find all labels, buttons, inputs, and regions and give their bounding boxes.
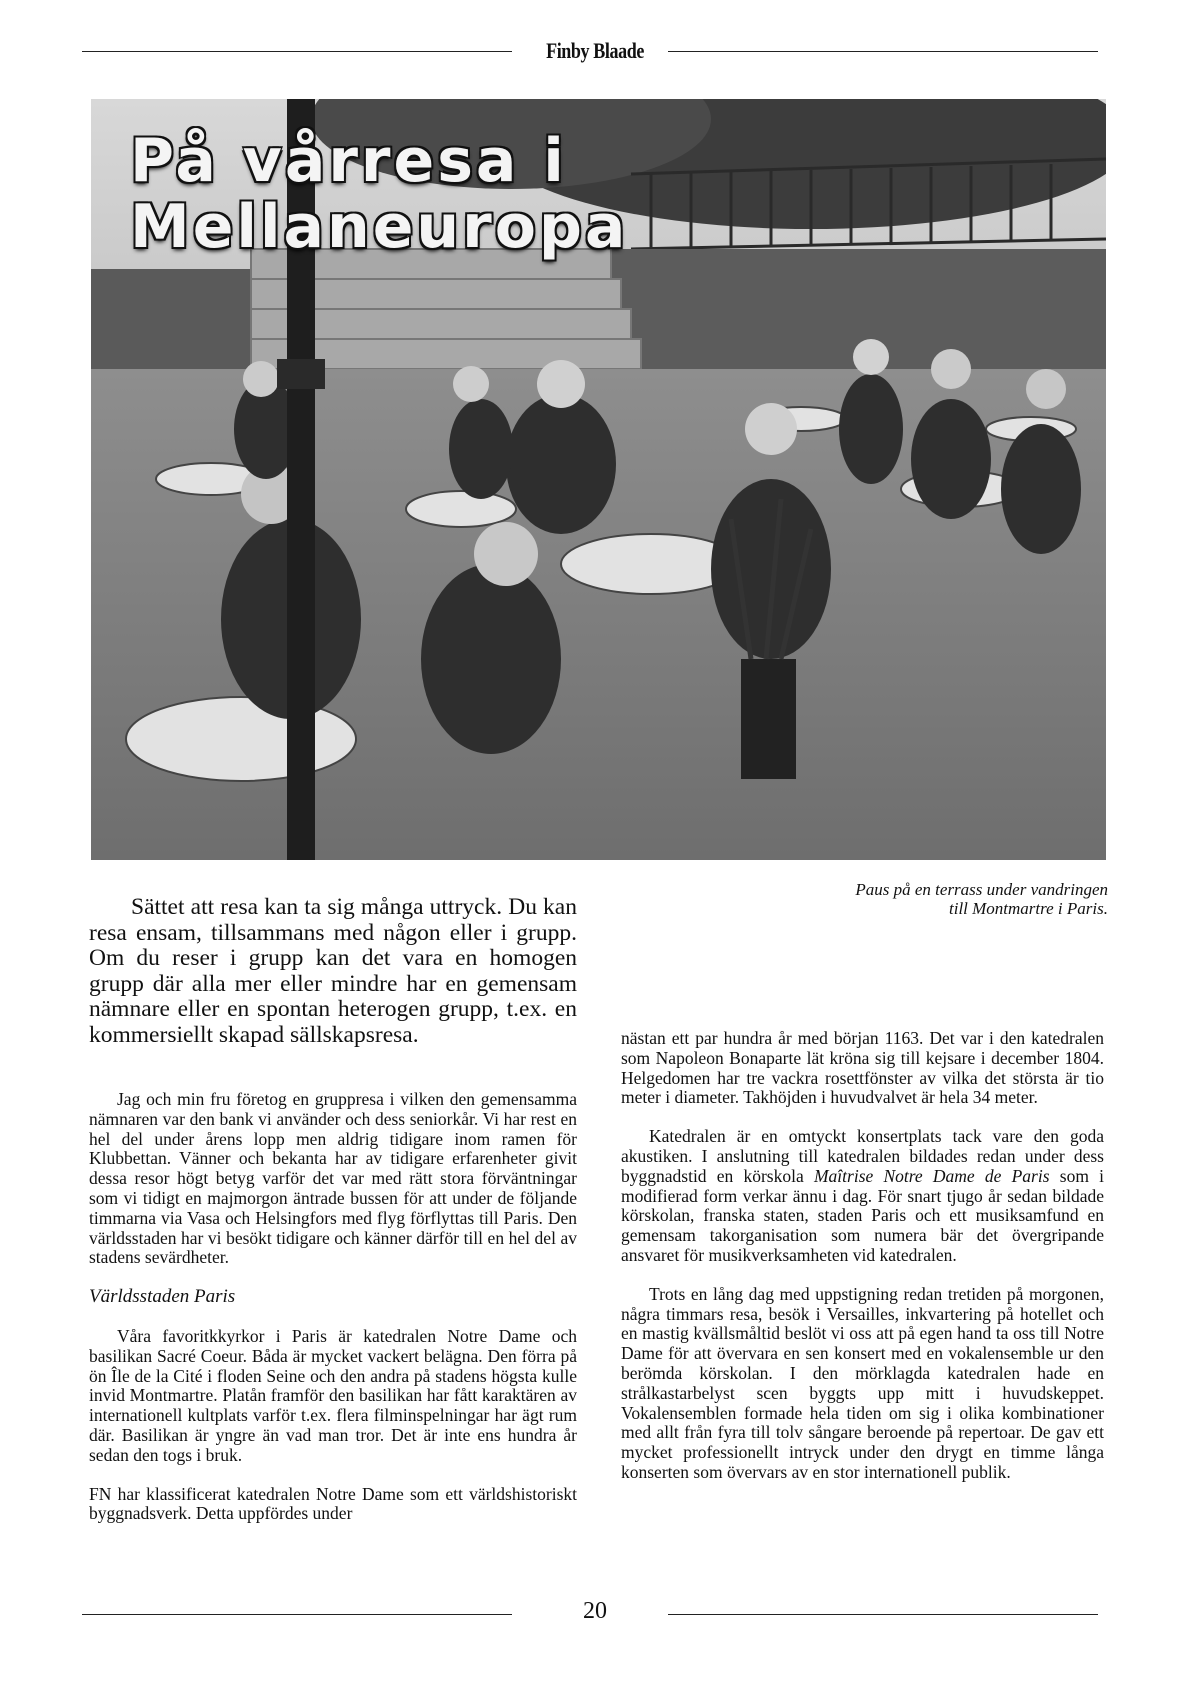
left-paragraph-2: Våra favoritkkyrkor i Paris är katedralen Notre Dame och basilikan Sacré Coeur. Båda är mycket vackert belägna. Den förra på ön Île de la Cité i floden Seine och den andra på stadens högsta kulle invid Montmartre. Platån framför den basilikan har fått karaktären av internationell kultplats varför t.ex. flera filminspelningar har ägt rum där. Basilikan är yngre än vad man tror. Det är inte ens hundra år sedan den togs i bruk. — [89, 1325, 577, 1465]
left-paragraph-3: FN har klassificerat katedralen Notre Dame som ett världshistoriskt byggnadsverk. Detta uppfördes under — [89, 1483, 577, 1524]
footer-rule-right — [668, 1614, 1098, 1615]
article-intro: Sättet att resa kan ta sig många uttryck. Du kan resa ensam, tillsammans med någon eller i grupp. Om du reser i grupp kan det vara en homogen grupp där alla mer eller mindre har en gemensam nämnare eller en spontan heterogen grupp, t.ex. en kommersiellt skapad sällskapsresa. — [89, 894, 577, 1048]
right-paragraph-2 — [621, 1127, 1104, 1266]
page-number: 20 — [583, 1598, 607, 1624]
photo-caption — [700, 880, 1108, 918]
headline-line-2: Mellaneuropa — [130, 192, 629, 262]
header-rule-right — [668, 51, 1098, 52]
article-headline — [130, 128, 628, 260]
choir-school-name: Maîtrise Notre Dame de Paris — [813, 1165, 1050, 1186]
right-paragraph-3: Trots en lång dag med uppstigning redan tretiden på morgonen, några timmars resa, besök i Versailles, inkvartering på hotellet och en mastig kvällsmåltid beslöt vi oss att på egen hand ta oss till Notre Dame för att övervara en sen konsert med en vokalensemble ur den berömda körskolan. I den mörklagda katedralen hade en strålkastarbelyst scen byggts upp mitt i huvudskeppet. Vokalensemblen formade hela tiden om sig i olika kombinationer med allt från fyra till tolv sångare beroende på repertoar. De gav ett mycket professionellt intryck under den drygt en timme långa konserten som övervars av en stor internationell publik. — [621, 1283, 1104, 1482]
headline-line-1: På vårresa i — [130, 126, 567, 196]
section-subheading: Världsstaden Paris — [89, 1286, 236, 1308]
right-paragraph-1: nästan ett par hundra år med början 1163. Det var i den katedralen som Napoleon Bonaparte lät kröna sig till kejsare i december 1804. Helgedomen har tre vackra rosettfönster av vilka det största är tio meter i diameter. Takhöjden i huvudvalvet är hela 34 meter. — [621, 1028, 1104, 1108]
left-column — [89, 1090, 577, 1543]
caption-line-1: Paus på en terrass under vandringen — [855, 880, 1108, 899]
left-paragraph-1: Jag och min fru företog en gruppresa i vilken den gemensamma nämnaren var den bank vi använder och dess seniorkår. Vi har rest en hel del under årens lopp men aldrig tidigare inom ramen för Klubbettan. Vänner och bekanta har av tidigare erfarenheter givit dessa resor högt betyg varför det var med rätt stora förväntningar som vi tidigt en majmorgon äntrade bussen för att under de följande timmarna via Vasa och Helsingfors med flyg förflyttas till Paris. Den världsstaden har vi besökt tidigare och känner därför till en hel del av stadens sevärdheter. — [89, 1089, 577, 1268]
right-paragraph-2-start: Katedralen är en omtyckt konsertplats tack vare den goda akustiken. I anslutning till katedralen bildades redan under dess byggnadstid en körskola — [621, 1126, 1104, 1186]
right-paragraph-2-end: som i modifierad form verkar ännu i dag. För snart tjugo år sedan bildade körskolan, franska staten, staden Paris och ett musiksamfund en gemensam takorganisation som numera bär det övergripande ansvaret för musikverksamheten vid katedralen. — [621, 1165, 1104, 1265]
running-header-title: Finby Blaade — [546, 38, 644, 63]
right-column — [621, 1029, 1104, 1502]
caption-line-2: till Montmartre i Paris. — [949, 899, 1108, 918]
